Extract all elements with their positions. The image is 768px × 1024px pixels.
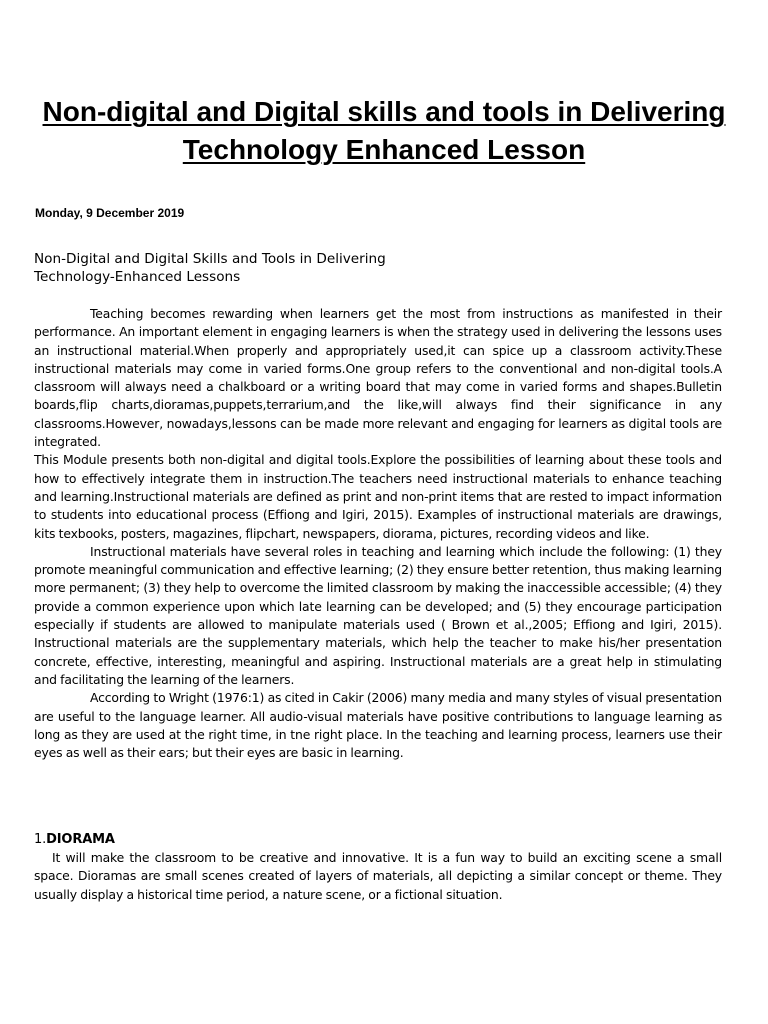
paragraph-wright: According to Wright (1976:1) as cited in Cakir (2006) many media and many styles of visual presentation are useful to the language learner. All audio-visual materials have positive contributions to language learning as long as they are used at the right time, in tne right place. In the teaching and learning process, learners use their eyes as well as their ears; but their eyes are basic in learning. [34, 690, 722, 761]
post-date: Monday, 9 December 2019 [35, 206, 185, 220]
section-number: 1. [34, 832, 47, 847]
section-heading-label: DIORAMA [46, 832, 115, 847]
section-heading [34, 831, 722, 849]
document-subtitle [34, 250, 534, 286]
paragraph-roles: Instructional materials have several roles in teaching and learning which include the following: (1) they promote meaningful communication and effective learning; (2) they ensure better retention, thus making learning more permanent; (3) they help to overcome the limited classroom by making the inaccessible accessible; (4) they provide a common experience upon which late learning can be developed; and (5) they encourage participation especially if students are allowed to manipulate materials used ( Brown et al.,2005; Effiong and Igiri, 2015). Instructional materials are the supplementary materials, which help the teacher to make his/her presentation concrete, effective, interesting, meaningful and aspiring. Instructional materials are a great help in stimulating and facilitating the learning of the learners. [34, 543, 722, 687]
paragraph-intro: Teaching becomes rewarding when learners get the most from instructions as manifested in their performance. An important element in engaging learners is when the strategy used in delivering the lessons uses an instructional material.When properly and appropriately used,it can spice up a classroom activity.These instructional materials may come in varied forms.One group refers to the conventional and non-digital tools.A classroom will always need a chalkboard or a writing board that may come in varied forms and shapes.Bulletin boards,flip charts,dioramas,puppets,terrarium,and the like,will always find their significance in any classrooms.However, nowadays,lessons can be made more relevant and engaging for learners as digital tools are integrated. [34, 306, 722, 450]
subtitle-line-2: Technology-Enhanced Lessons [34, 269, 241, 285]
body-text [34, 305, 722, 762]
subtitle-line-1: Non-Digital and Digital Skills and Tools in Delivering [34, 251, 386, 267]
paragraph-module: This Module presents both non-digital and digital tools.Explore the possibilities of learning about these tools and how to effectively integrate them in instruction.The teachers need instructional materials to enhance teaching and learning.Instructional materials are defined as print and non-print items that are rested to impact information to students into educational process (Effiong and Igiri, 2015). Examples of instructional materials are drawings, kits texbooks, posters, magazines, flipchart, newspapers, diorama, pictures, recording videos and like. [34, 452, 722, 541]
section-diorama [34, 831, 722, 904]
document-title: Non-digital and Digital skills and tools in Delivering Technology Enhanced Lesson [42, 96, 726, 165]
section-text: It will make the classroom to be creative and innovative. It is a fun way to build an exciting scene a small space. Dioramas are small scenes created of layers of materials, all depicting a similar concept or theme. They usually display a historical time period, a nature scene, or a fictional situation. [34, 850, 722, 902]
